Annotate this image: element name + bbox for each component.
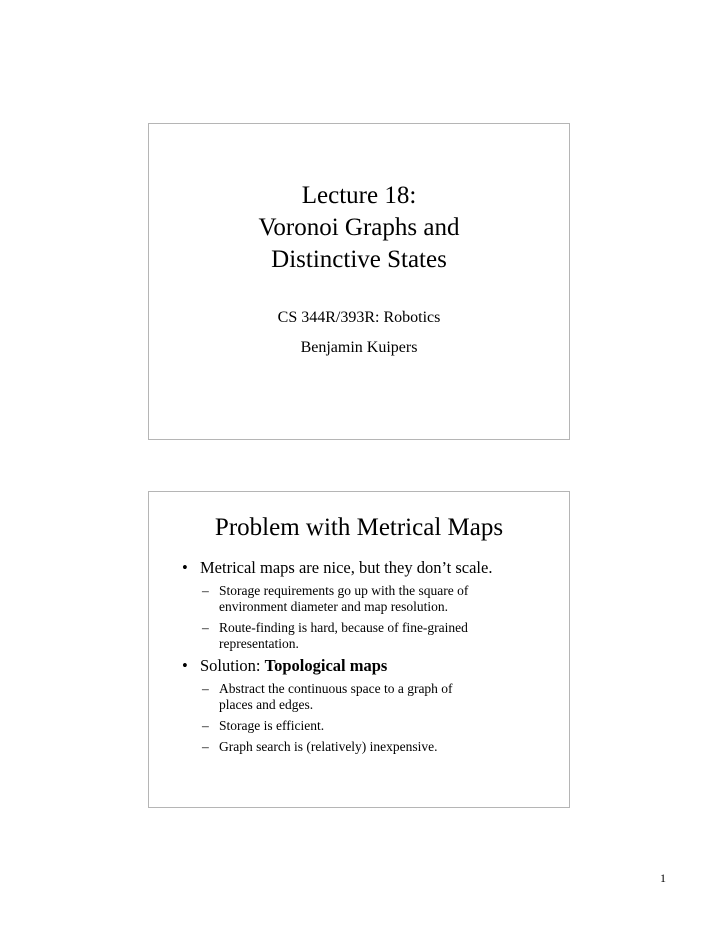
slide-1-title-line: Lecture 18: <box>301 182 417 209</box>
sub-item-line: environment diameter and map resolution. <box>219 599 449 614</box>
sub-item <box>181 739 559 755</box>
bullet-text: Solution: <box>200 656 265 675</box>
sub-item-line: representation. <box>219 636 299 651</box>
bullet-text: Metrical maps are nice, but they don’t scale. <box>200 558 493 577</box>
bullet-emphasis: Topological maps <box>264 656 388 675</box>
slide-1-title <box>149 180 569 276</box>
bullet-item <box>181 656 559 676</box>
slide-1-frame <box>148 123 570 440</box>
slide-1-title-line: Distinctive States <box>271 246 447 273</box>
sub-item <box>181 583 559 615</box>
slide-2-frame <box>148 491 570 808</box>
author-name: Benjamin Kuipers <box>300 339 418 356</box>
slide-2-body <box>181 554 559 755</box>
sub-item-line: Abstract the continuous space to a graph of <box>219 681 453 696</box>
bullet-glyph: • <box>182 656 188 675</box>
slide-2-title: Problem with Metrical Maps <box>214 514 504 541</box>
sub-item <box>181 620 559 652</box>
dash-glyph: – <box>202 718 209 733</box>
sub-item-line: places and edges. <box>219 697 314 712</box>
dash-glyph: – <box>202 583 209 598</box>
dash-glyph: – <box>202 681 209 696</box>
bullet-glyph: • <box>182 558 188 577</box>
sub-item-line: Storage is efficient. <box>219 718 325 733</box>
sub-item <box>181 681 559 713</box>
sub-item-line: Storage requirements go up with the square of <box>219 583 469 598</box>
course-name: CS 344R/393R: Robotics <box>277 309 441 326</box>
sub-item <box>181 718 559 734</box>
sub-item-line: Graph search is (relatively) inexpensive. <box>219 739 438 754</box>
bullet-item <box>181 558 559 578</box>
dash-glyph: – <box>202 620 209 635</box>
dash-glyph: – <box>202 739 209 754</box>
sub-item-line: Route-finding is hard, because of fine-grained <box>219 620 468 635</box>
page-number: 1 <box>660 871 666 885</box>
slide-1-title-line: Voronoi Graphs and <box>258 214 460 241</box>
